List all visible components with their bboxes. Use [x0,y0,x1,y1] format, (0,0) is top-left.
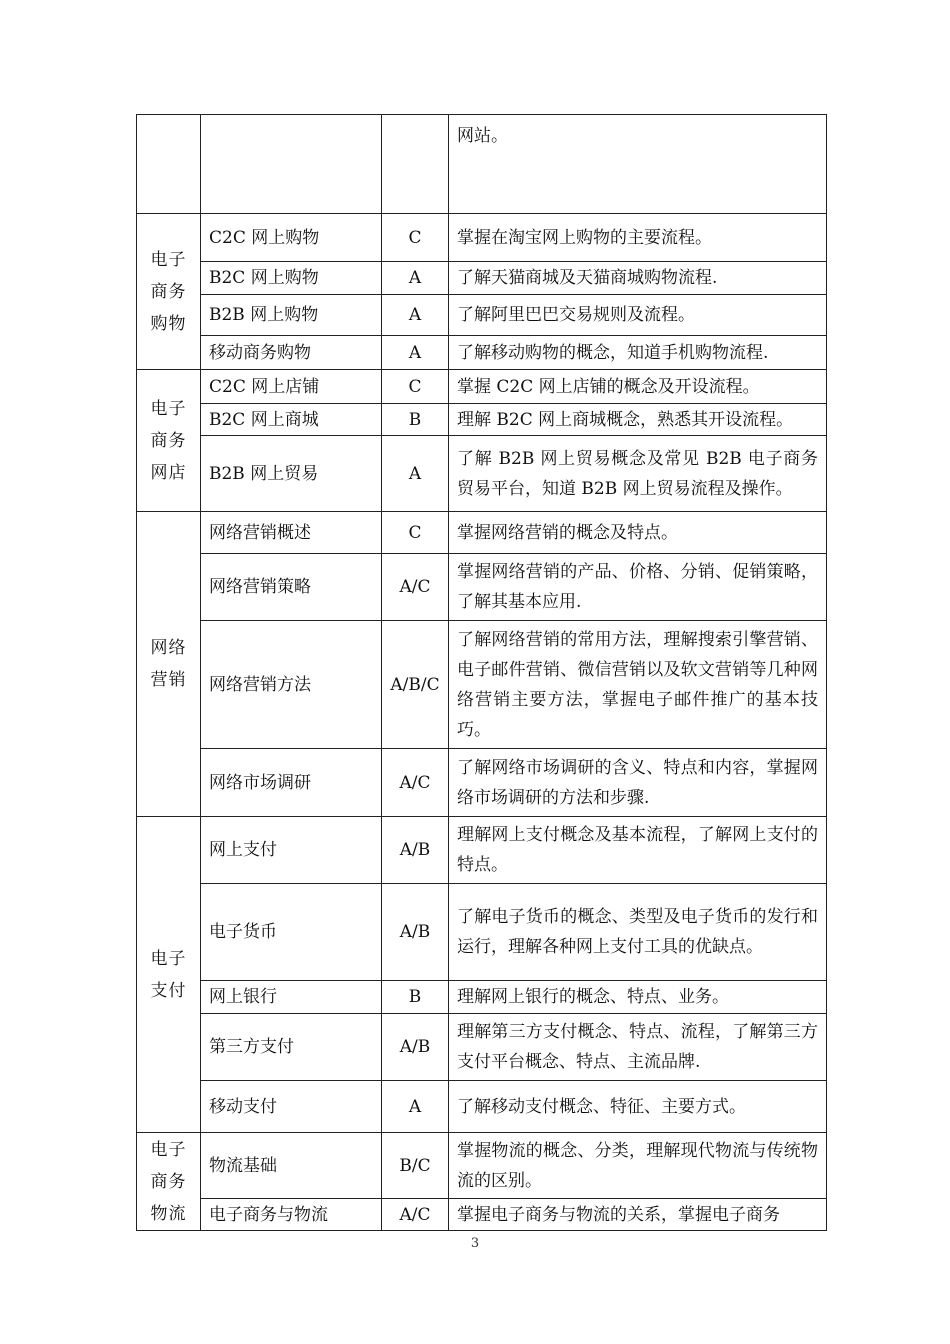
topic-cell: 电子货币 [201,884,382,981]
table-row [137,115,827,214]
category-cell: 电子商务物流 [137,1133,201,1231]
table-row [137,1081,827,1133]
requirement-cell: 掌握 C2C 网上店铺的概念及开设流程。 [449,370,827,404]
syllabus-table [136,114,827,1231]
requirement-cell: 掌握在淘宝网上购物的主要流程。 [449,214,827,262]
level-cell: B [382,404,449,436]
table-row [137,621,827,749]
topic-cell: C2C 网上店铺 [201,370,382,404]
topic-cell [201,115,382,214]
level-cell: C [382,214,449,262]
level-cell: A [382,262,449,295]
requirement-cell: 理解 B2C 网上商城概念，熟悉其开设流程。 [449,404,827,436]
table-row [137,295,827,336]
level-cell: A/B [382,817,449,884]
topic-cell: 物流基础 [201,1133,382,1199]
level-cell: A [382,336,449,370]
topic-cell: B2B 网上贸易 [201,436,382,512]
topic-cell: 移动商务购物 [201,336,382,370]
level-cell: A [382,436,449,512]
topic-cell: C2C 网上购物 [201,214,382,262]
table-row [137,262,827,295]
level-cell: A/C [382,1199,449,1231]
table-row [137,554,827,621]
topic-cell: 网上银行 [201,981,382,1014]
table-row [137,214,827,262]
topic-cell: B2B 网上购物 [201,295,382,336]
level-cell: A [382,295,449,336]
topic-cell: 网络营销策略 [201,554,382,621]
level-cell: B/C [382,1133,449,1199]
requirement-cell: 掌握电子商务与物流的关系，掌握电子商务 [449,1199,827,1231]
requirement-cell: 了解网络市场调研的含义、特点和内容，掌握网络市场调研的方法和步骤. [449,749,827,817]
table-row [137,370,827,404]
level-cell: B [382,981,449,1014]
topic-cell: 网络营销方法 [201,621,382,749]
requirement-cell: 理解网上支付概念及基本流程，了解网上支付的特点。 [449,817,827,884]
requirement-cell: 了解电子货币的概念、类型及电子货币的发行和运行，理解各种网上支付工具的优缺点。 [449,884,827,981]
topic-cell: 移动支付 [201,1081,382,1133]
requirement-cell: 掌握物流的概念、分类，理解现代物流与传统物流的区别。 [449,1133,827,1199]
category-cell: 电子商务网店 [137,370,201,512]
level-cell [382,115,449,214]
table-row [137,817,827,884]
requirement-cell: 理解第三方支付概念、特点、流程，了解第三方支付平台概念、特点、主流品牌. [449,1014,827,1081]
requirement-cell: 了解网络营销的常用方法，理解搜索引擎营销、电子邮件营销、微信营销以及软文营销等几种网络营销主要方法，掌握电子邮件推广的基本技巧。 [449,621,827,749]
table-row [137,336,827,370]
topic-cell: B2C 网上商城 [201,404,382,436]
requirement-cell: 掌握网络营销的产品、价格、分销、促销策略，了解其基本应用. [449,554,827,621]
category-cell: 电子商务购物 [137,214,201,370]
topic-cell: 网络营销概述 [201,512,382,554]
level-cell: A/C [382,554,449,621]
level-cell: A [382,1081,449,1133]
level-cell: A/B/C [382,621,449,749]
requirement-cell: 网站。 [449,115,827,214]
table-row [137,404,827,436]
requirement-cell: 了解天猫商城及天猫商城购物流程. [449,262,827,295]
table-row [137,1014,827,1081]
requirement-cell: 了解移动支付概念、特征、主要方式。 [449,1081,827,1133]
page-number: 3 [470,1236,480,1251]
requirement-cell: 掌握网络营销的概念及特点。 [449,512,827,554]
topic-cell: 电子商务与物流 [201,1199,382,1231]
table-row [137,1199,827,1231]
category-cell [137,115,201,214]
requirement-cell: 了解移动购物的概念，知道手机购物流程. [449,336,827,370]
topic-cell: 网络市场调研 [201,749,382,817]
table-row [137,749,827,817]
topic-cell: B2C 网上购物 [201,262,382,295]
requirement-cell: 理解网上银行的概念、特点、业务。 [449,981,827,1014]
table-row [137,436,827,512]
level-cell: A/B [382,884,449,981]
requirement-cell: 了解 B2B 网上贸易概念及常见 B2B 电子商务贸易平台，知道 B2B 网上贸易流程及操作。 [449,436,827,512]
topic-cell: 网上支付 [201,817,382,884]
category-cell: 电子支付 [137,817,201,1133]
topic-cell: 第三方支付 [201,1014,382,1081]
requirement-cell: 了解阿里巴巴交易规则及流程。 [449,295,827,336]
table-row [137,1133,827,1199]
table-row [137,512,827,554]
level-cell: A/B [382,1014,449,1081]
level-cell: C [382,370,449,404]
table-row [137,981,827,1014]
category-cell: 网络营销 [137,512,201,817]
level-cell: A/C [382,749,449,817]
table-row [137,884,827,981]
level-cell: C [382,512,449,554]
